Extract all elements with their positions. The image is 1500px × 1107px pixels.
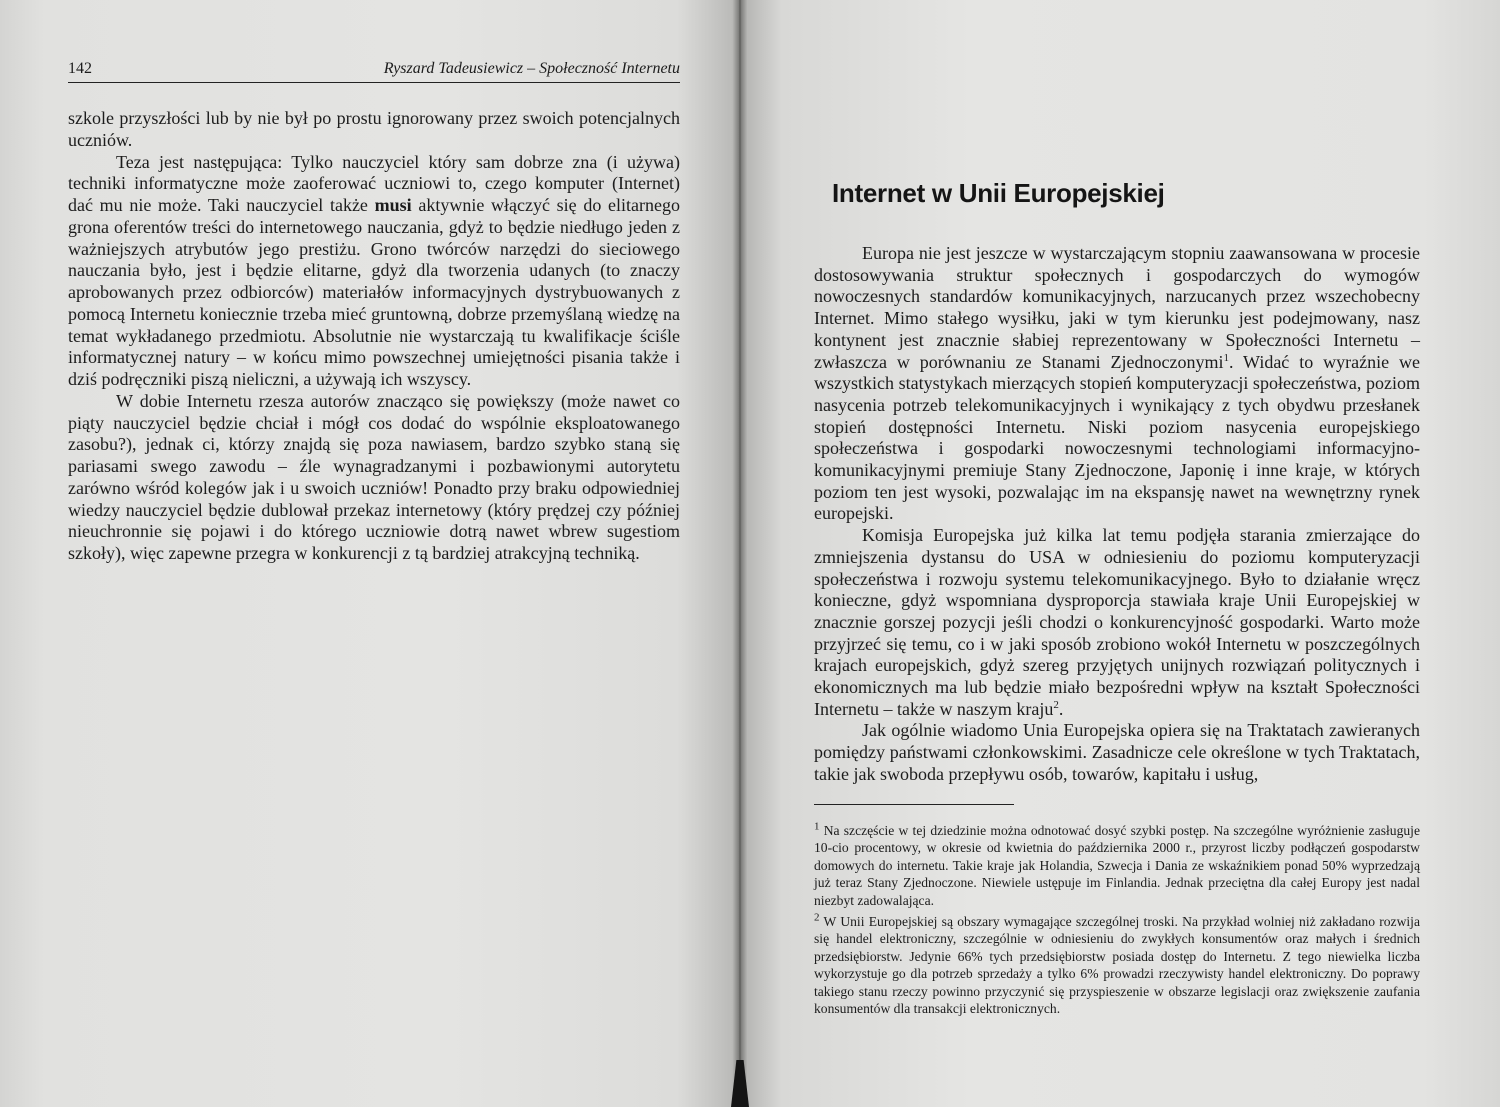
paragraph [814, 525, 1420, 720]
chapter-title: Internet w Unii Europejskiej [832, 178, 1165, 208]
paragraph [814, 243, 1420, 525]
paragraph: Jak ogólnie wiadomo Unia Europejska opiera się na Traktatach zawieranych pomiędzy państwami członkowskimi. Zasadnicze cele określone w tych Traktatach, takie jak swoboda przepływu osób, towarów, kapitału i usług, [814, 720, 1420, 784]
left-page-body [68, 108, 680, 565]
footnote [814, 913, 1420, 1017]
footnote-text: W Unii Europejskiej są obszary wymagające szczególnej troski. Na przykład wolniej niż zakładano rozwija się handel elektroniczny, szczególnie w odniesieniu do zwykłych konsumentów oraz małych i średnich przedsiębiorstw. Jedynie 66% tych przedsiębiorstw posiada dostęp do Internetu. Z tego niewielka liczba wykorzystuje go dla potrzeb sprzedaży a tylko 6% prowadzi rzeczywisty handel elektroniczny. Do poprawy takiego stanu rzeczy powinno przyczynić się przyspieszenie w obszarze legislacji oraz zwiększenie zaufania konsumentów dla transakcji elektronicznych. [814, 914, 1420, 1017]
paragraph-text: . [1058, 698, 1064, 719]
paragraph-text: . Widać to wyraźnie we wszystkich statystykach mierzących stopień komputeryzacji społeczeństwa, poziom nasycenia potrzeb telekomunikacyjnych i wynikający z tych obydwu przesłanek stopień dostępności Internetu. Niski poziom nasycenia europejskiego społeczeństwa i gospodarki nowoczesnymi technologiami informacyjno-komunikacyjnymi premiuje Stany Zjednoczone, Japonię i inne kraje, w których poziom ten jest wysoki, pozwalając im na ekspansję nawet na wewnętrzny rynek europejski. [814, 351, 1421, 524]
footnote [814, 822, 1420, 909]
footnote-text: Na szczęście w tej dziedzinie można odnotować dosyć szybki postęp. Na szczególne wyróżnienie zasługuje 10-cio procentowy, w okresie od kwietnia do października 2000 r., przyrost liczby podłączeń gospodarstw domowych do internetu. Takie kraje jak Holandia, Szwecja i Dania ze wskaźnikiem ponad 50% wyprzedzają już teraz Stany Zjednoczone. Niewiele ustępuje im Finlandia. Jednak przeciętna dla całej Europy jest nadal niezbyt zadowalająca. [814, 823, 1420, 908]
footnote-ref: 1 [1223, 351, 1229, 364]
right-page-body [814, 243, 1420, 786]
footnote-ref: 2 [1053, 698, 1059, 711]
paragraph: szkole przyszłości lub by nie był po prostu ignorowany przez swoich potencjalnych uczniów. [68, 108, 680, 150]
left-page-header [68, 60, 680, 83]
paragraph-text: aktywnie włączyć się do elitarnego grona oferentów treści do internetowego nauczania, gdyż to będzie niedługo jeden z ważniejszych atrybutów jego prestiżu. Grono twórców narzędzi do sieciowego nauczania było, jest i będzie elitarne, gdyż dla tworzenia udanych (to znaczy aprobowanych przez odbiorców) materiałów informacyjnych dystrybuowanych z pomocą Internetu koniecznie trzeba mieć gruntowną, dobrze przemyślaną wiedzę na temat wykładanego przedmiotu. Absolutnie nie wystarczają tu kwalifikacje ściśle informatycznej natury – w końcu mimo powszechnej umiejętności pisania także i dziś podręczniki piszą nieliczni, a używają ich wszyscy. [68, 195, 681, 389]
paragraph-text: Komisja Europejska już kilka lat temu podjęła starania zmierzające do zmniejszenia dystansu do USA w odniesieniu do poziomu komputeryzacji społeczeństwa i rozwoju systemu telekomunikacyjnego. Było to działanie wręcz konieczne, gdyż wspomniana dysproporcja stawiała kraje Unii Europejskiej w znacznie gorszej pozycji jeśli chodzi o konkurencyjność gospodarki. Warto może przyjrzeć się temu, co i w jaki sposób zrobiono wokół Internetu w poszczególnych krajach europejskich, gdyż szereg przyjętych unijnych rozwiązań politycznych i ekonomicznych ma lub będzie miało bezpośredni wpływ na kształt Społeczności Internetu – także w naszym kraju [814, 525, 1420, 719]
footnote-marker: 2 [814, 911, 820, 924]
paragraph [68, 152, 680, 391]
book-gutter [732, 0, 748, 1107]
running-title: Ryszard Tadeusiewicz – Społeczność Internetu [383, 60, 680, 77]
footnote-separator [814, 804, 1014, 805]
paragraph: W dobie Internetu rzesza autorów znacząco się powiększy (może nawet co piąty nauczyciel będzie chciał i mógł cos dodać do wspólnie eksploatowanego zasobu?), jednak ci, którzy znajdą się poza nawiasem, bardzo szybko staną się pariasami swego zawodu – źle wynagradzanymi i pozbawionymi autorytetu zarówno wśród kolegów jak i u swoich uczniów! Ponadto przy braku odpowiedniej wiedzy nauczyciel będzie dublował przekaz internetowy (który prędzej czy później nieuchronnie się pojawi i do którego uczniowie dotrą nawet wbrew sugestiom szkoły), więc zapewne przegra w konkurencji z tą bardziej atrakcyjną techniką. [68, 390, 680, 563]
footnotes [814, 822, 1420, 1021]
paragraph-text: Teza jest następująca: Tylko nauczyciel który sam dobrze zna (i używa) techniki informatyczne może zaoferować uczniowi to, czego komputer (Internet) dać mu nie może. Taki nauczyciel także [68, 151, 680, 215]
emphasis: musi [374, 195, 412, 215]
page-number: 142 [68, 60, 92, 77]
footnote-marker: 1 [814, 820, 820, 833]
paragraph-text: Europa nie jest jeszcze w wystarczającym stopniu zaawansowana w procesie dostosowywania struktur społecznych i gospodarczych do wymogów nowoczesnych standardów komunikacyjnych, narzucanych przez wszechobecny Internet. Mimo stałego wysiłku, jaki w tym kierunku jest podejmowany, nasz kontynent jest znacznie słabiej reprezentowany w Społeczności Internetu – zwłaszcza w porównaniu ze Stanami Zjednoczonymi [814, 243, 1420, 372]
